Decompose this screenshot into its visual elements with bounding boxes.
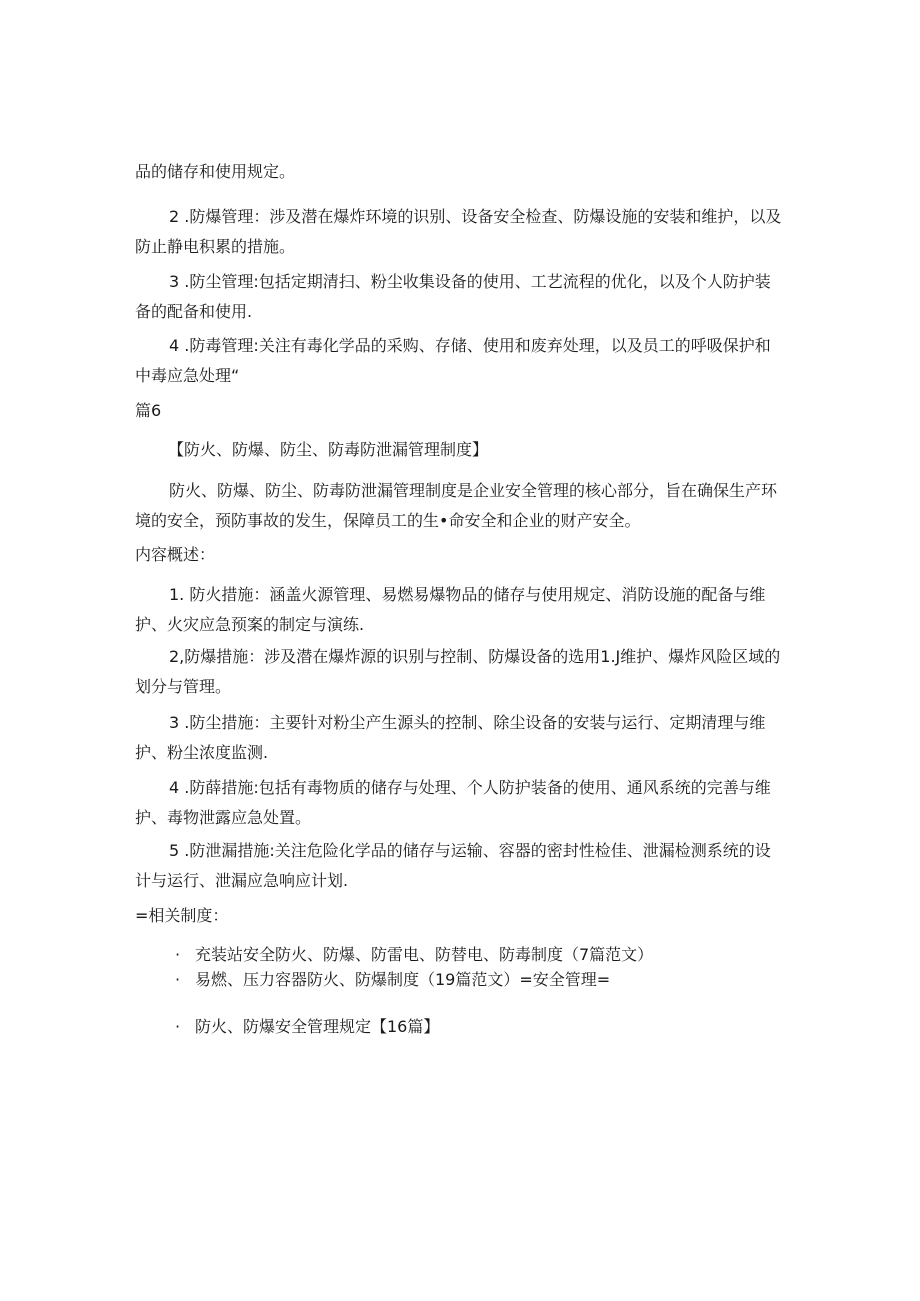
related-link-label: 充装站安全防火、防爆、防雷电、防替电、防毒制度（7篇范文） <box>195 945 654 964</box>
list-item-dust: 3 .防尘措施：主要针对粉尘产生源头的控制、除尘设备的安装与运行、定期清理与维护、粉尘浓度监测. <box>135 713 766 762</box>
overview-label: 内容概述： <box>135 545 216 564</box>
paragraph-continuation: 品的储存和使用规定。 <box>135 162 296 181</box>
bullet-icon: · <box>175 945 181 964</box>
related-link-label: 防火、防爆安全管理规定【16篇】 <box>195 1017 440 1036</box>
paragraph-toxic-management: 4 .防毒管理:关注有毒化学品的采购、存储、使用和废弃处理，以及员工的呼吸保护和中毒应急处理“ <box>135 336 771 385</box>
list-item-leak: 5 .防泄漏措施:关注危险化学品的储存与运输、容器的密封性检佳、泄漏检测系统的设计与运行、泄漏应急响应计划. <box>135 841 771 890</box>
list-item-explosion: 2,防爆措施：涉及潜在爆炸源的识别与控制、防爆设备的选用1.J维护、爆炸风险区域的划分与管理。 <box>135 647 781 696</box>
list-item-toxic: 4 .防薛措施:包括有毒物质的储存与处理、个人防护装备的使用、通风系统的完善与维护、毒物泄露应急处置。 <box>135 778 771 827</box>
related-link-3[interactable] <box>175 1012 775 1042</box>
related-label: =相关制度： <box>135 906 229 925</box>
list-item-fire: 1. 防火措施：涵盖火源管理、易燃易爆物品的储存与使用规定、消防设施的配备与维护、火灾应急预案的制定与演练. <box>135 585 766 634</box>
bullet-icon: · <box>175 1017 181 1036</box>
bullet-icon: · <box>175 970 181 989</box>
related-link-label: 易燃、压力容器防火、防爆制度（19篇范文）=安全管理= <box>195 970 611 989</box>
paragraph-dust-management: 3 .防尘管理:包括定期清扫、粉尘收集设备的使用、工艺流程的优化，以及个人防护装备的配备和使用. <box>135 272 771 321</box>
document-title: 【防火、防爆、防尘、防毒防泄漏管理制度】 <box>168 440 489 459</box>
related-link-2[interactable] <box>175 965 775 995</box>
paragraph-explosion-management: 2 .防爆管理：涉及潜在爆炸环境的识别、设备安全检查、防爆设施的安装和维护，以及防止静电积累的措施。 <box>135 207 782 256</box>
section-heading: 篇6 <box>135 401 162 420</box>
paragraph-intro: 防火、防爆、防尘、防毒防泄漏管理制度是企业安全管理的核心部分，旨在确保生产环境的安全，预防事故的发生，保障员工的生•命安全和企业的财产安全。 <box>135 481 778 530</box>
